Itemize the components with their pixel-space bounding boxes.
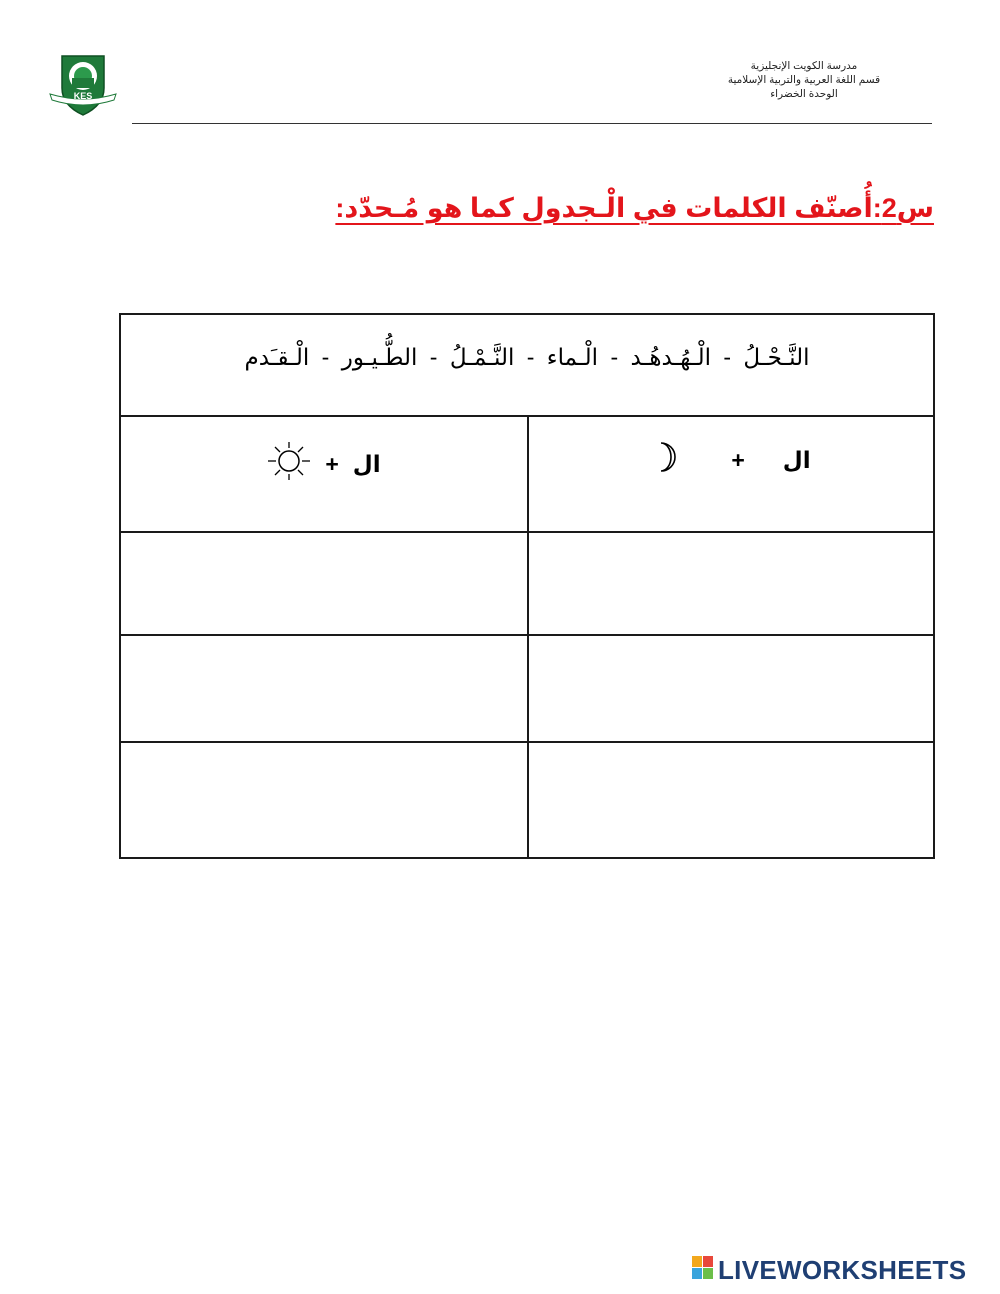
moon-letters-header: [529, 419, 935, 533]
liveworksheets-logo-icon: [692, 1256, 714, 1285]
word-bank: النَّـحْـلُ - الْـهُـدهُـد - الْـماء - النَّـمْـلُ - الطُّـيـور - الْـقـَدم: [121, 315, 933, 417]
header-divider: [132, 123, 932, 124]
school-logo: [48, 52, 118, 118]
sun-answer-cell[interactable]: [121, 533, 527, 634]
sun-al-prefix: ال: [352, 450, 381, 477]
classification-table: [119, 313, 935, 859]
logo-text: KES: [73, 91, 93, 101]
moon-answer-cell[interactable]: [529, 533, 935, 634]
crescent-moon-icon: [653, 441, 679, 479]
sun-icon: [267, 441, 311, 487]
moon-answer-cell[interactable]: [529, 636, 935, 741]
liveworksheets-brand: [692, 1255, 966, 1286]
moon-plus-sign: +: [731, 446, 745, 473]
unit-name: الوحدة الخضراء: [770, 88, 838, 100]
department-name: قسم اللغة العربية والتربية الإسلامية: [727, 74, 881, 86]
school-header: [674, 59, 934, 101]
school-name: مدرسة الكويت الإنجليزية: [750, 60, 858, 72]
moon-answer-cell[interactable]: [529, 743, 935, 857]
sun-answer-cell[interactable]: [121, 743, 527, 857]
brand-text: LIVEWORKSHEETS: [718, 1255, 967, 1285]
moon-al-prefix: ال: [782, 446, 811, 473]
question-title: س2:أُصنّف الكلمات في الْـجدول كما هو مُـحدّد:: [335, 193, 934, 223]
sun-plus-sign: +: [325, 450, 339, 477]
sun-letters-header: [121, 419, 527, 533]
sun-answer-cell[interactable]: [121, 636, 527, 741]
